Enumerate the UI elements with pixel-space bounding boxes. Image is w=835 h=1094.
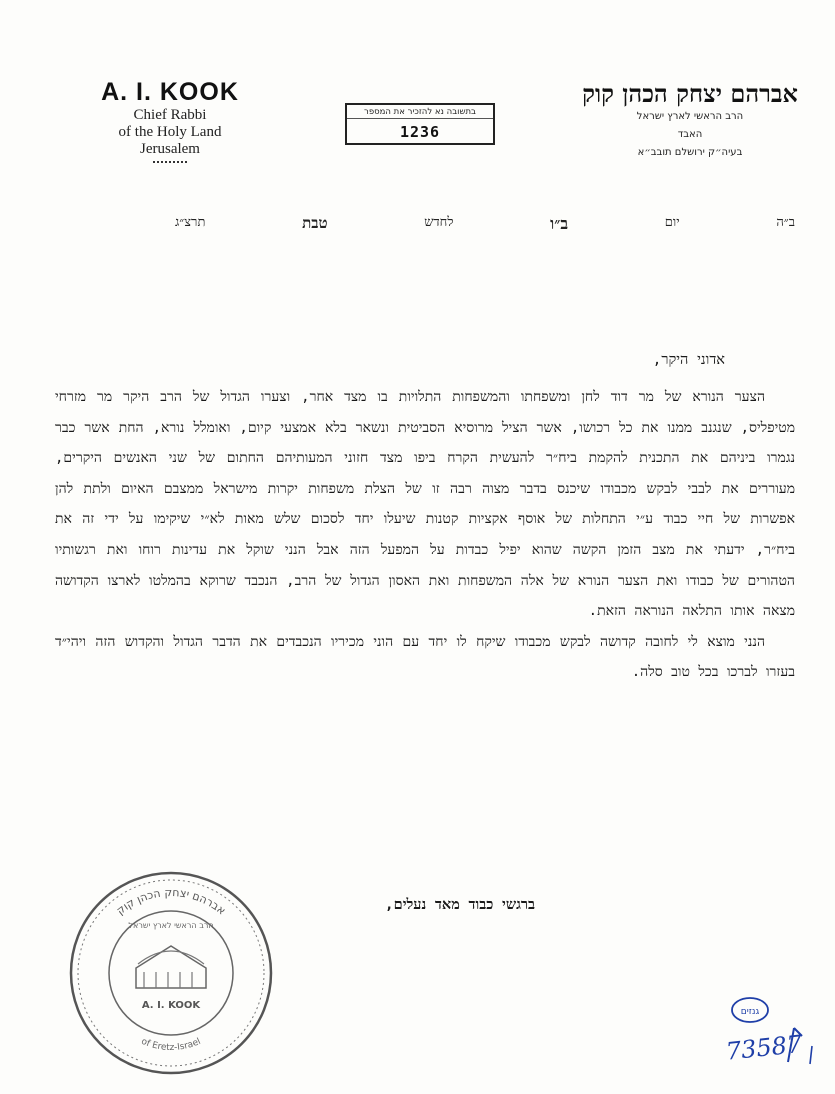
letterhead-hebrew-line1: הרב הראשי לארץ ישראל: [636, 111, 744, 122]
letterhead-title-line1: Chief Rabbi: [133, 107, 207, 123]
reference-number: 1236: [399, 123, 441, 141]
reference-label: בתשובה נא להזכיר את המספר: [347, 107, 493, 119]
seal-text-outer-title: הרב הראשי לארץ ישראל: [128, 921, 214, 930]
date-day: ב״ו: [550, 214, 569, 233]
seal-text-en: A. I. KOOK: [141, 1000, 201, 1011]
seal-text-outer: אברהם יצחק הכהן קוק: [113, 885, 229, 918]
letterhead-hebrew-name: אברהם יצחק הכהן קוק: [582, 79, 798, 108]
reference-box: [345, 103, 495, 145]
body-paragraph-1: הצער הנורא של מר דוד לחן ומשפחתו והמשפחות התלויות בו מצד אחר, וצערו הגדול של הרב היקר מר מזרחי מטיפליס, שנגנב ממנו את כל רכושו, אשר הציל מרוסיא הסביטית ונשאר בלא אמצעי קיום, ואומלל נורא, החת אשר כבר נגמרו ביניהם את התכנית להקמת ביח״ר להעשית הקרח ביפו מצד חזוני המעותיהם החתום של שני האנשים היקרים, מעוררים את לבבי לבקש מכבודו שיכנס בדבר מצוה רבה זו של הצלת משפחות יקרות מישראל ממצבם האיום ולתת להן אפשרות של חיי כבוד ע״י התחלות של אוסף אקציות קטנות שיעלו יחד לסכום שלש מאות לא״י שיקימו על ידי זה את ביח״ר, ידעתי את מצב הזמן הקשה שהוא יפיל כבדות על המפעל הזה אבל הנני שוקל את עדינות רוחו ואת רגשותיו הטהורים של כבודו ואת הצער הנורא של אלה המשפחות ואת האסון הגדול של הרב, הנכבד שרוקא בהמלטו לארצו הקדושה מצאה אותו התלאה הנוראה הזאת.: [55, 389, 795, 620]
official-seal: [66, 868, 276, 1078]
letterhead-english: [80, 78, 260, 163]
letterhead-hebrew-line3: בעיה״ק ירושלם תובב״א: [637, 147, 743, 158]
letterhead-name: A. I. KOOK: [101, 78, 239, 106]
body-paragraph-2: הנני מוצא לי לחובה קדושה לבקש מכבודו שיקח לו יחד עם הוני מכיריו הנכבדים את הדבר הגדול והקדוש הזה ויהי״ד בעזרו לברכו בכל טוב סלה.: [55, 633, 795, 681]
letterhead-hebrew-line2: האבד: [677, 129, 703, 140]
date-year: תרצ״ג: [175, 215, 206, 230]
date-month: טבת: [302, 214, 328, 232]
closing-line: ברגשי כבוד מאד נעלים,: [384, 897, 535, 913]
date-month-word: לחדש: [424, 215, 454, 230]
letterhead-city: Jerusalem: [140, 141, 200, 157]
date-weekday: יום: [664, 215, 680, 230]
salutation: אדוני היקר,: [652, 352, 725, 368]
archive-stamp: [722, 990, 822, 1070]
letterhead-divider: [153, 161, 187, 163]
letter-body: [55, 382, 795, 688]
date-line: [175, 214, 795, 234]
letterhead-title-line2: of the Holy Land: [118, 124, 222, 140]
letterhead-hebrew: [565, 80, 815, 162]
seal-text-bottom: of Eretz-Israel: [139, 1036, 203, 1054]
archive-number: 73587: [724, 1029, 804, 1066]
archive-label: גנזים: [740, 1007, 760, 1017]
date-bh: ב״ה: [776, 215, 795, 230]
